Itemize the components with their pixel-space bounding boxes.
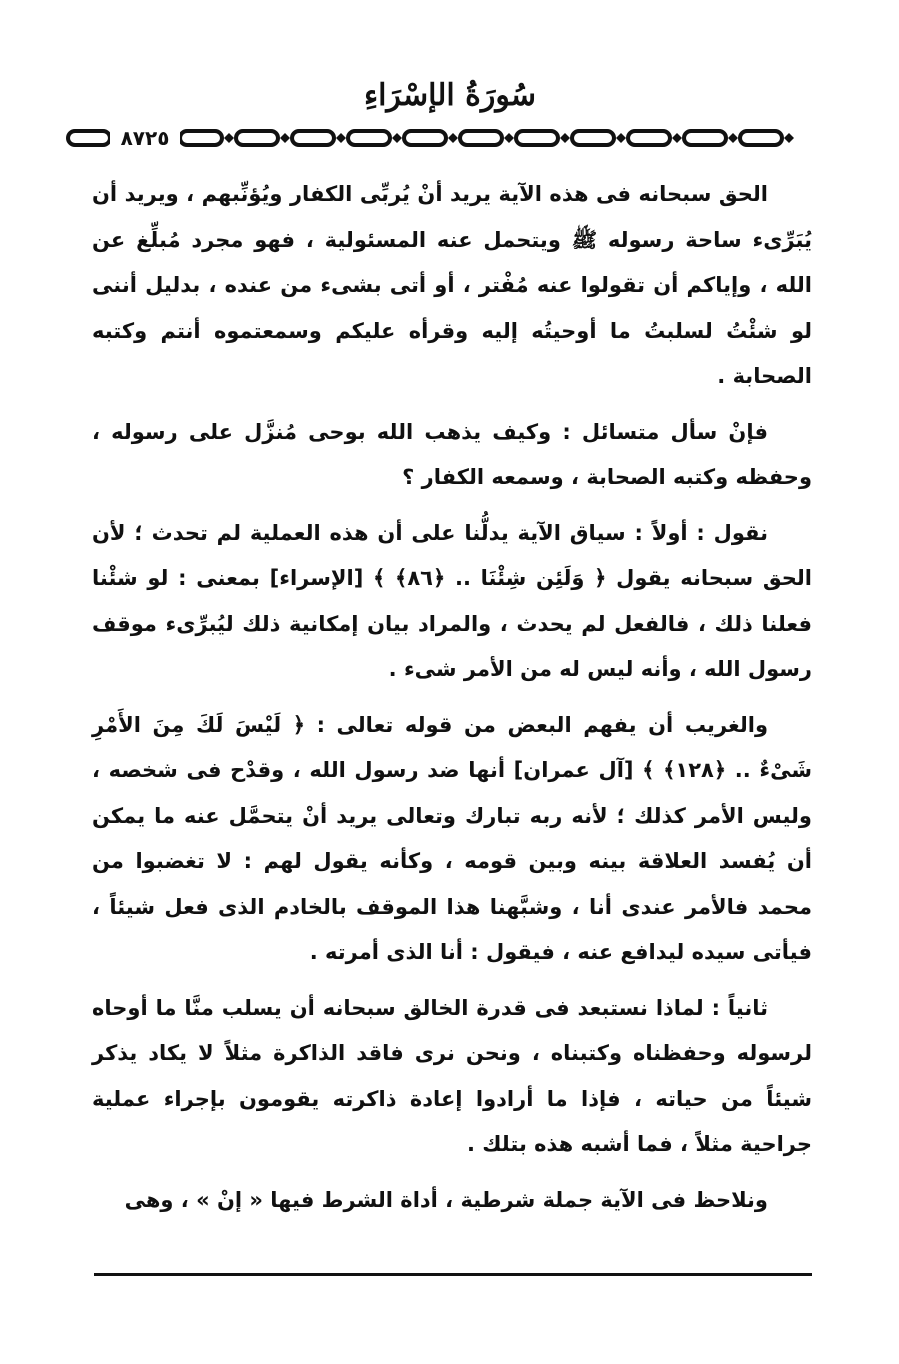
chain-link: [292, 131, 334, 145]
ornamental-header-rule: [66, 126, 836, 150]
chain-diamond: [280, 133, 290, 143]
paragraph-6: ونلاحظ فى الآية جملة شرطية ، أداة الشرط فيها « إنْ » ، وهى: [124, 1187, 768, 1212]
chain-link: [684, 131, 726, 145]
chain-link: [180, 131, 222, 145]
paragraph-4: والغريب أن يفهم البعض من قوله تعالى : ﴿ لَيْسَ لَكَ مِنَ الأَمْرِ شَىْءٌ .. ﴿١٢٨﴾ ﴾ [آل عمران] أنها ضد رسول الله ، وقدْح فى شخصه ، وليس الأمر كذلك ؛ لأنه ربه تبارك وتعالى يريد أنْ يتحمَّل عنه ما يمكن أن يُفسد العلاقة بينه وبين قومه ، وكأنه يقول لهم : لا تغضبوا من محمد فالأمر عندى أنا ، وشبَّهنا هذا الموقف بالخادم الذى فعل شيئاً ، فيأتى سيده ليدافع عنه ، فيقول : أنا الذى أمرته .: [92, 712, 813, 964]
chain-diamond: [504, 133, 514, 143]
page-number: ٨٧٢٥: [110, 124, 180, 152]
chain-link: [572, 131, 614, 145]
chain-diamond: [448, 133, 458, 143]
paragraph-5: ثانياً : لماذا نستبعد فى قدرة الخالق سبحانه أن يسلب منَّا ما أوحاه لرسوله وحفظناه وكتبناه ، ونحن نرى فاقد الذاكرة مثلاً لا يكاد يذكر شيئاً من حياته ، فإذا ما أرادوا إعادة ذاكرته يقومون بإجراء عملية جراحية مثلاً ، فما أشبه هذه بتلك .: [92, 995, 812, 1156]
chain-link: [68, 131, 110, 145]
chain-link: [628, 131, 670, 145]
chain-diamond: [784, 133, 794, 143]
chain-link: [404, 131, 446, 145]
chain-diamond: [672, 133, 682, 143]
chain-diamond: [224, 133, 234, 143]
chain-link: [740, 131, 782, 145]
paragraph-2: فإنْ سأل متسائل : وكيف يذهب الله بوحى مُنزَّل على رسوله ، وحفظه وكتبه الصحابة ، وسمعه الكفار ؟: [92, 419, 812, 489]
footer-rule: [94, 1273, 812, 1276]
chain-diamond: [728, 133, 738, 143]
chain-link: [236, 131, 278, 145]
chain-link: [516, 131, 558, 145]
paragraph-3: نقول : أولاً : سياق الآية يدلُّنا على أن هذه العملية لم تحدث ؛ لأن الحق سبحانه يقول ﴿ وَلَئِن شِئْنَا .. ﴿٨٦﴾ ﴾ [الإسراء] بمعنى : لو شئْنا فعلنا ذلك ، فالفعل لم يحدث ، والمراد بيان إمكانية ذلك ليُبرِّىء موقف رسول الله ، وأنه ليس له من الأمر شىء .: [92, 520, 812, 681]
chain-link: [460, 131, 502, 145]
chain-diamond: [560, 133, 570, 143]
paragraph-1: الحق سبحانه فى هذه الآية يريد أنْ يُربِّى الكفار ويُؤنِّبهم ، ويريد أن يُبَرِّىء ساحة رسوله ﷺ ويتحمل عنه المسئولية ، فهو مجرد مُبلِّغ عن الله ، وإياكم أن تقولوا عنه مُفْتر ، أو أتى بشىء من عنده ، بدليل أننى لو شئْتُ لسلبتُ ما أوحيتُه إليه وقرأه عليكم وسمعتموه أنتم وكتبه الصحابة .: [92, 182, 812, 388]
chain-diamond: [392, 133, 402, 143]
chain-diamond: [336, 133, 346, 143]
surah-title: سُورَةُ الإسْرَاءِ: [363, 78, 537, 113]
page-body: [92, 172, 812, 1223]
chain-diamond: [616, 133, 626, 143]
chain-link: [348, 131, 390, 145]
